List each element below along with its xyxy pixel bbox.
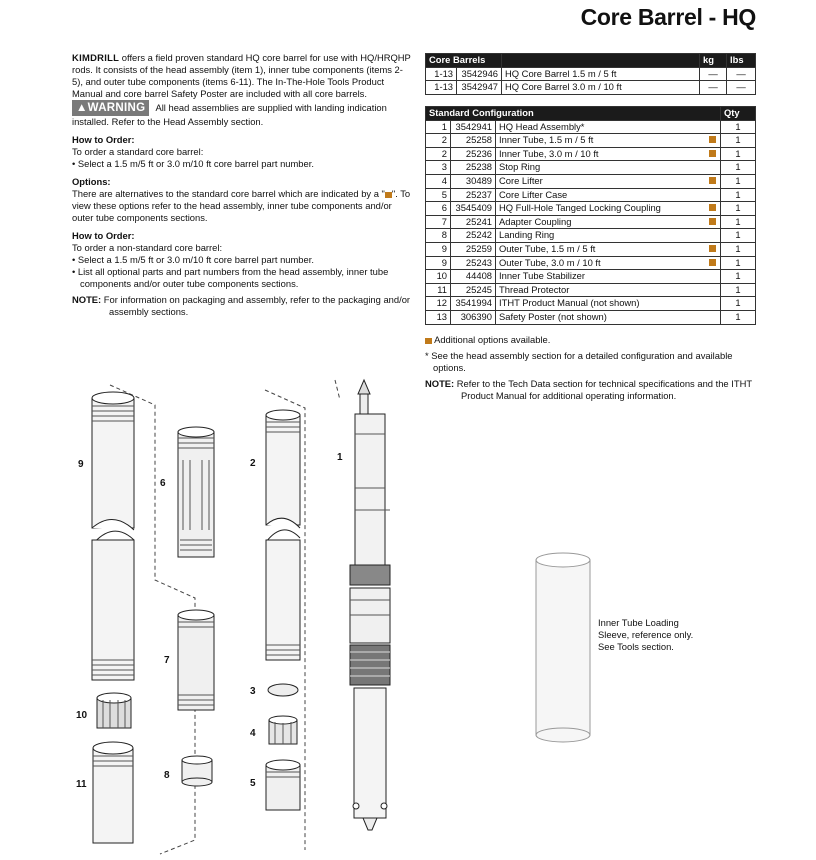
label-1: 1 [337,452,343,463]
qty-cell: 1 [721,242,756,256]
options-text-b: ". To view these options refer to the head assembly, inner tube components and/or outer tube components sections. [72,188,411,223]
table-row [426,81,756,95]
desc-cell: Inner Tube, 3.0 m / 10 ft [496,147,705,161]
footnote: * See the head assembly section for a detailed configuration and available options. [425,350,733,373]
loading-sleeve-callout [598,617,693,653]
how-to-order-line: To order a standard core barrel: [72,146,204,157]
table-row [426,270,756,284]
desc-cell: Landing Ring [496,229,705,243]
item-cell: 9 [426,256,451,270]
outer-tube-part [92,392,134,680]
item-cell: 11 [426,283,451,297]
desc-cell: Outer Tube, 3.0 m / 10 ft [496,256,705,270]
option-cell [704,215,721,229]
item-cell: 10 [426,270,451,284]
callout-line-2: Sleeve, reference only. [598,629,694,640]
part-cell: 44408 [451,270,496,284]
note-label: NOTE: [72,294,102,305]
option-cell [704,256,721,270]
option-cell [704,134,721,148]
intro-text: offers a field proven standard HQ core barrel for use with HQ/HRQHP rods. It consists of the head assembly (item 1), inner tube components (items 2-5), and outer tube components (items 6-11). The In-The-Hole Tools Product Manual and core barrel Safety Poster are included with all core barrels. [72,52,411,99]
desc-header [502,54,700,68]
callout-line-1: Inner Tube Loading [598,617,679,628]
desc-cell: Core Lifter Case [496,188,705,202]
part-cell: 25258 [451,134,496,148]
qty-cell: 1 [721,229,756,243]
options-text-a: There are alternatives to the standard core barrel which are indicated by a " [72,188,385,199]
how-to-order-bullet: • Select a 1.5 m/5 ft or 3.0 m/10 ft core barrel part number. [72,158,314,169]
warning-text: All head assemblies are supplied with landing indication installed. Refer to the Head Assembly section. [72,102,387,127]
lbs-cell: — [727,67,756,81]
qty-header: Qty [721,107,756,121]
note-text: For information on packaging and assembly, refer to the packaging and/or assembly sections. [101,294,411,317]
assembly-guide-lines [110,380,340,854]
desc-cell: ITHT Product Manual (not shown) [496,297,705,311]
brand-name: KIMDRILL [72,52,120,63]
note-text: Refer to the Tech Data section for technical specifications and the ITHT Product Manual for additional operating information. [454,378,752,401]
table-row [426,161,756,175]
qty-cell: 1 [721,174,756,188]
label-6: 6 [160,478,166,489]
qty-cell: 1 [721,283,756,297]
table-row [426,297,756,311]
option-cell [704,174,721,188]
kg-cell: — [700,81,727,95]
desc-cell: Thread Protector [496,283,705,297]
table-row [426,67,756,81]
core-barrels-table [425,53,756,95]
desc-cell: Inner Tube, 1.5 m / 5 ft [496,134,705,148]
desc-cell: HQ Full-Hole Tanged Locking Coupling [496,202,705,216]
standard-configuration-table [425,106,756,325]
lbs-header: lbs [727,54,756,68]
qty-cell: 1 [721,310,756,324]
table-row [426,147,756,161]
option-available-icon [709,259,716,266]
core-barrel-exploded-drawing [0,370,816,860]
qty-cell: 1 [721,256,756,270]
label-10: 10 [76,710,88,721]
thread-protector-part [93,742,133,843]
option-square-icon [425,338,432,344]
options-legend [425,334,755,346]
note-label: NOTE: [425,378,455,389]
how-to-order-bullet-2: • List all optional parts and part numbers from the head assembly, inner tube components and/or outer tube components sections. [72,266,389,289]
options-text [72,188,412,224]
option-cell [704,202,721,216]
head-assembly-part [350,380,390,830]
table-row [426,202,756,216]
option-cell [704,229,721,243]
item-cell: 5 [426,188,451,202]
option-cell [704,283,721,297]
label-3: 3 [250,686,256,697]
stabilizer-part [97,693,131,728]
desc-cell: Inner Tube Stabilizer [496,270,705,284]
option-square-icon [385,192,392,198]
option-cell [704,270,721,284]
desc-cell: Adapter Coupling [496,215,705,229]
desc-cell: HQ Core Barrel 3.0 m / 10 ft [502,81,700,95]
item-cell: 3 [426,161,451,175]
desc-cell: HQ Core Barrel 1.5 m / 5 ft [502,67,700,81]
core-barrels-header: Core Barrels [426,54,502,68]
part-cell: 25238 [451,161,496,175]
item-cell: 1-13 [426,81,457,95]
inner-tube-part [266,410,300,660]
desc-cell: Safety Poster (not shown) [496,310,705,324]
option-cell [704,120,721,134]
standard-config-header: Standard Configuration [426,107,721,121]
table-row [426,229,756,243]
table-row [426,134,756,148]
label-9: 9 [78,459,84,470]
table-row [426,256,756,270]
desc-cell: HQ Head Assembly* [496,120,705,134]
table-row [426,174,756,188]
intro-paragraph [72,52,412,100]
how-to-order-bullet-1: • Select a 1.5 m/5 ft or 3.0 m/10 ft core barrel part number. [72,254,314,265]
desc-cell: Stop Ring [496,161,705,175]
landing-ring-part [182,756,212,786]
option-available-icon [709,245,716,252]
part-cell: 306390 [451,310,496,324]
part-cell: 3542941 [451,120,496,134]
table-row [426,283,756,297]
label-7: 7 [164,655,170,666]
item-cell: 9 [426,242,451,256]
item-cell: 1 [426,120,451,134]
part-cell: 25237 [451,188,496,202]
qty-cell: 1 [721,297,756,311]
qty-cell: 1 [721,202,756,216]
part-cell: 25242 [451,229,496,243]
part-cell: 25241 [451,215,496,229]
qty-cell: 1 [721,188,756,202]
part-cell: 25236 [451,147,496,161]
kg-cell: — [700,67,727,81]
option-cell [704,297,721,311]
qty-cell: 1 [721,161,756,175]
intro-column [72,52,412,318]
label-5: 5 [250,778,256,789]
qty-cell: 1 [721,147,756,161]
warning-paragraph [72,100,412,128]
label-4: 4 [250,728,256,739]
table-row [426,120,756,134]
table-row [426,242,756,256]
page-title: Core Barrel - HQ [580,4,756,30]
option-cell [704,161,721,175]
loading-sleeve [536,553,590,742]
item-cell: 4 [426,174,451,188]
item-cell: 13 [426,310,451,324]
desc-cell: Core Lifter [496,174,705,188]
part-cell: 3542947 [457,81,502,95]
part-cell: 25259 [451,242,496,256]
part-cell: 25243 [451,256,496,270]
option-available-icon [709,177,716,184]
option-available-icon [709,150,716,157]
how-to-order-line-2: To order a non-standard core barrel: [72,242,223,253]
table-row [426,215,756,229]
core-lifter-case-part [266,760,300,810]
part-cell: 3541994 [451,297,496,311]
option-available-icon [709,204,716,211]
adapter-coupling-part [178,610,214,710]
option-cell [704,242,721,256]
how-to-order-heading-2: How to Order: [72,230,135,241]
qty-cell: 1 [721,134,756,148]
callout-line-3: See Tools section. [598,641,674,652]
warning-badge: ▲WARNING [72,100,149,116]
locking-coupling-part [178,427,214,557]
table-row [426,188,756,202]
option-cell [704,188,721,202]
item-cell: 8 [426,229,451,243]
part-cell: 3545409 [451,202,496,216]
item-cell: 2 [426,147,451,161]
option-available-icon [709,218,716,225]
options-legend-text: Additional options available. [432,334,551,345]
label-2: 2 [250,458,256,469]
option-available-icon [709,136,716,143]
option-cell [704,147,721,161]
item-cell: 7 [426,215,451,229]
qty-cell: 1 [721,120,756,134]
part-cell: 3542946 [457,67,502,81]
part-cell: 30489 [451,174,496,188]
label-8: 8 [164,770,170,781]
note-left [72,294,412,318]
desc-cell: Outer Tube, 1.5 m / 5 ft [496,242,705,256]
option-cell [704,310,721,324]
options-heading: Options: [72,176,111,187]
table-row [426,310,756,324]
lbs-cell: — [727,81,756,95]
part-cell: 25245 [451,283,496,297]
core-lifter-part [269,716,297,744]
qty-cell: 1 [721,270,756,284]
item-cell: 12 [426,297,451,311]
item-cell: 1-13 [426,67,457,81]
label-11: 11 [76,779,87,790]
stop-ring-part [268,684,298,696]
qty-cell: 1 [721,215,756,229]
item-cell: 6 [426,202,451,216]
item-cell: 2 [426,134,451,148]
kg-header: kg [700,54,727,68]
how-to-order-heading: How to Order: [72,134,135,145]
